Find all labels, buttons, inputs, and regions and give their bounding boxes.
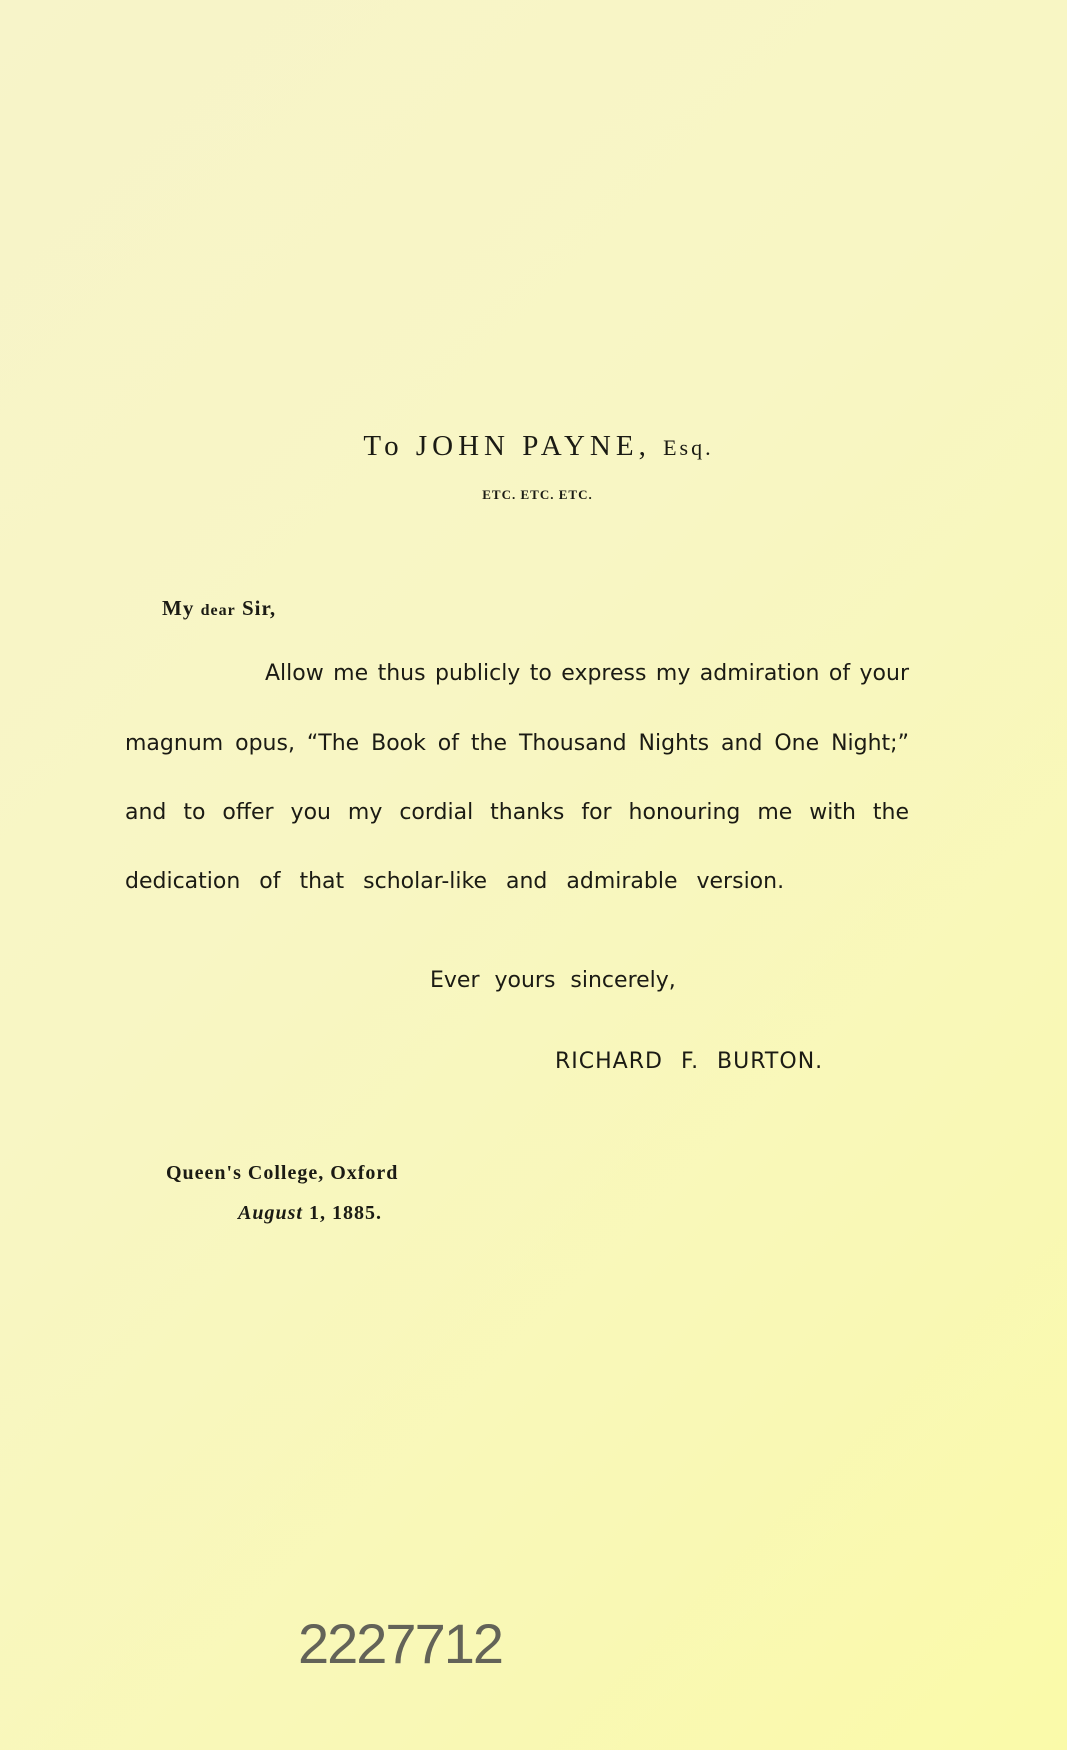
salutation-mid: dear — [200, 602, 236, 619]
date-rest: 1, 1885. — [308, 1202, 382, 1224]
salutation-initial: My — [162, 596, 195, 620]
recipient-name: JOHN PAYNE, — [415, 430, 651, 462]
date-line — [238, 1202, 382, 1225]
body-line-1: Allow me thus publicly to express my admiration of your — [265, 661, 909, 686]
body-line-4: dedication of that scholar-like and admirable version. — [125, 869, 785, 894]
salutation-end: Sir, — [241, 596, 277, 620]
body-line-3: and to offer you my cordial thanks for honouring me with the — [125, 800, 909, 825]
salutation — [162, 596, 276, 621]
title-suffix: Esq. — [663, 435, 714, 460]
dedication-heading — [0, 430, 1067, 463]
closing: Ever yours sincerely, — [430, 968, 676, 993]
signature: RICHARD F. BURTON. — [555, 1049, 824, 1074]
body-line-2: magnum opus, “The Book of the Thousand Nights and One Night;” — [125, 731, 909, 756]
date-month: August — [238, 1202, 303, 1224]
etc-line: ETC. ETC. ETC. — [482, 487, 593, 502]
library-stamp-number: 2227712 — [298, 1612, 503, 1675]
place-line: Queen's College, Oxford — [166, 1162, 399, 1184]
to-prefix: To — [363, 430, 404, 462]
